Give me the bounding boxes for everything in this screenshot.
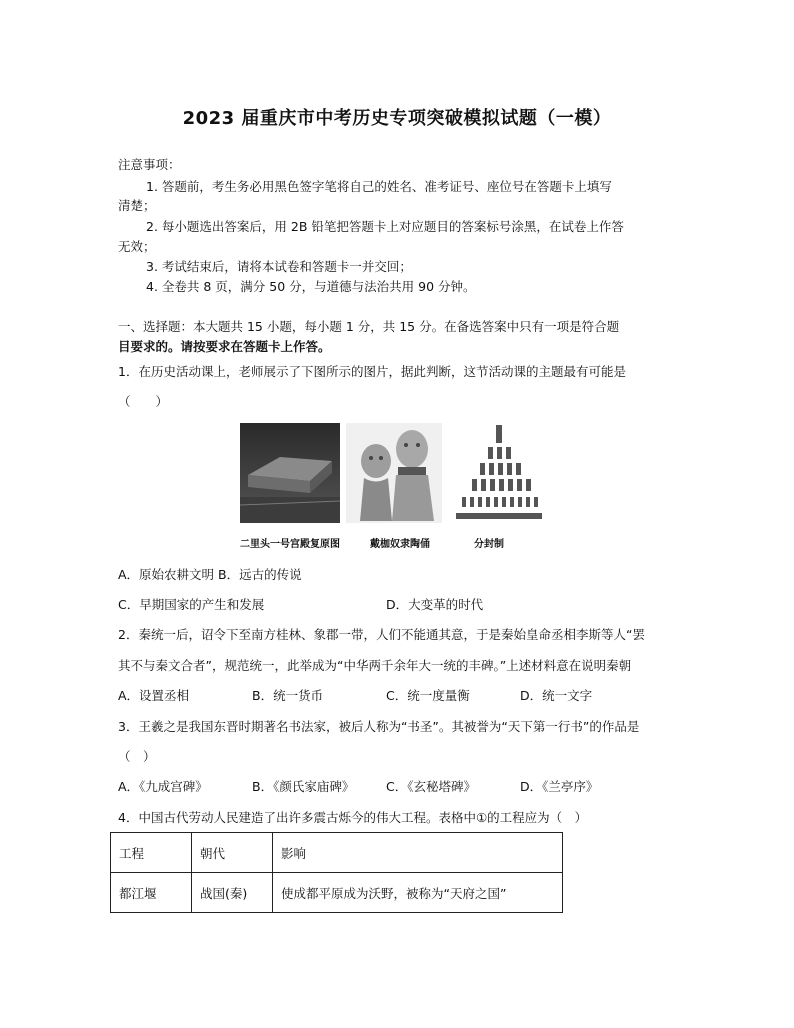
slave-figurine-image bbox=[346, 423, 442, 523]
table-header-cell: 工程 bbox=[111, 833, 192, 873]
table-cell: 使成都平原成为沃野，被称为“天府之国” bbox=[273, 873, 563, 913]
question-1-options: A．原始农耕文明 B．远古的传说 bbox=[118, 567, 302, 582]
notice-item: 清楚； bbox=[118, 198, 156, 213]
question-2-option: B．统一货币 bbox=[252, 688, 324, 703]
question-1-stem: 1．在历史活动课上，老师展示了下图所示的图片，据此判断，这节活动课的主题最有可能是 bbox=[118, 364, 626, 379]
question-2-option: A．设置丞相 bbox=[118, 688, 190, 703]
table-header-cell: 朝代 bbox=[192, 833, 273, 873]
question-2-option: C．统一度量衡 bbox=[386, 688, 470, 703]
table-header-cell: 影响 bbox=[273, 833, 563, 873]
question-1-option-d: D．大变革的时代 bbox=[386, 597, 484, 612]
page-title: 2023 届重庆市中考历史专项突破模拟试题（一模） bbox=[182, 108, 612, 129]
question-3-option: A．《九成宫碑》 bbox=[118, 779, 208, 794]
question-1-option-c: C．早期国家的产生和发展 bbox=[118, 597, 265, 612]
question-2-stem: 2．秦统一后，诏令下至南方桂林、象郡一带，人们不能通其意，于是秦始皇命丞相李斯等人“罢 bbox=[118, 627, 645, 642]
question-3-paren: （ ） bbox=[118, 749, 156, 764]
table-header-row bbox=[111, 833, 563, 873]
question-1-paren: （ ） bbox=[118, 394, 169, 409]
notice-item: 1. 答题前，考生务必用黑色签字笔将自己的姓名、准考证号、座位号在答题卡上填写 bbox=[146, 179, 612, 194]
notice-item: 3. 考试结束后，请将本试卷和答题卡一并交回； bbox=[146, 259, 412, 274]
palace-image bbox=[240, 423, 340, 523]
notice-item: 4. 全卷共 8 页，满分 50 分，与道德与法治共用 90 分钟。 bbox=[146, 279, 476, 294]
table-cell: 都江堰 bbox=[111, 873, 192, 913]
notice-heading: 注意事项： bbox=[118, 157, 181, 172]
figure-caption: 二里头一号宫殿复原图 bbox=[240, 539, 340, 550]
notice-item: 无效； bbox=[118, 239, 156, 254]
feudal-system-image bbox=[448, 423, 550, 523]
figure-caption: 戴枷奴隶陶俑 bbox=[370, 539, 430, 550]
question-3-option: C．《玄秘塔碑》 bbox=[386, 779, 476, 794]
question-2-stem: 其不与秦文合者”，规范统一，此举成为“中华两千余年大一统的丰碑。”上述材料意在说明秦朝 bbox=[118, 658, 632, 673]
question-3-option: D．《兰亭序》 bbox=[520, 779, 599, 794]
table-cell: 战国(秦) bbox=[192, 873, 273, 913]
question-3-stem: 3．王羲之是我国东晋时期著名书法家，被后人称为“书圣”。其被誉为“天下第一行书”的作品是 bbox=[118, 719, 640, 734]
question-3-option: B．《颜氏家庙碑》 bbox=[252, 779, 355, 794]
section-heading: 一、选择题：本大题共 15 小题，每小题 1 分，共 15 分。在备选答案中只有一项是符合题 bbox=[118, 319, 620, 334]
question-1-figures bbox=[240, 423, 550, 553]
section-heading: 目要求的。请按要求在答题卡上作答。 bbox=[118, 339, 331, 354]
notice-item: 2. 每小题选出答案后，用 2B 铅笔把答题卡上对应题目的答案标号涂黑，在试卷上作答 bbox=[146, 219, 624, 234]
question-4-stem: 4．中国古代劳动人民建造了出许多震古烁今的伟大工程。表格中①的工程应为（ ） bbox=[118, 810, 588, 825]
question-2-option: D．统一文字 bbox=[520, 688, 593, 703]
question-4-table bbox=[110, 832, 563, 913]
figure-caption: 分封制 bbox=[474, 539, 504, 550]
table-row bbox=[111, 873, 563, 913]
